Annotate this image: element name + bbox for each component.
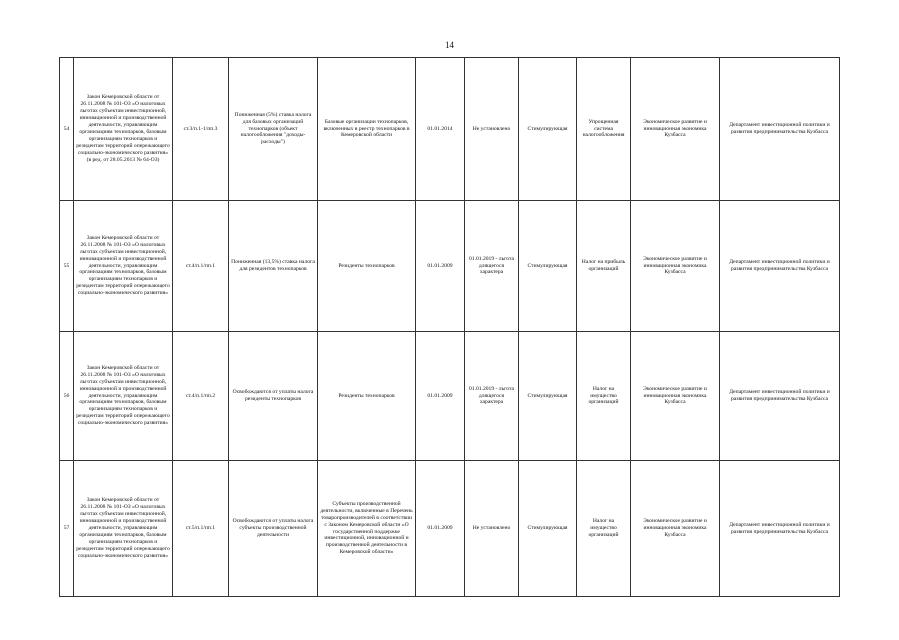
start-date-cell: 01.01.2009 — [416, 201, 465, 332]
curator-cell: Департамент инвестиционной политики и развития предпринимательства Кузбасса — [720, 58, 840, 201]
tax-type-cell: Упрощенная система налогообложения — [577, 58, 631, 201]
end-date-cell: Не установлено — [465, 461, 519, 597]
curator-cell: Департамент инвестиционной политики и развития предпринимательства Кузбасса — [720, 461, 840, 597]
recipients-cell: Резиденты технопарков — [318, 201, 416, 332]
legal-act-cell: Закон Кемеровской области от 26.11.2008 № 101-ОЗ «О налоговых льготах субъектам инвестиционной, инновационной и производственной деятельности, управляющим организациям технопарков, базовым организациям технопарков и резидентам территорий опережающего социально-экономического развития» — [74, 201, 173, 332]
legal-act-cell: Закон Кемеровской области от 26.11.2008 № 101-ОЗ «О налоговых льготах субъектам инвестиционной, инновационной и производственной деятельности, управляющим организациям технопарков, базовым организациям технопарков и резидентам территорий опережающего социально-экономического развития» — [74, 461, 173, 597]
table-row — [60, 58, 840, 201]
legal-act-cell: Закон Кемеровской области от 26.11.2008 № 101-ОЗ «О налоговых льготах субъектам инвестиционной, инновационной и производственной деятельности, управляющим организациям технопарков, базовым организациям технопарков и резидентам территорий опережающего социально-экономического развития» — [74, 332, 173, 461]
tax-type-cell: Налог на прибыль организаций — [577, 201, 631, 332]
page-number: 14 — [445, 40, 454, 50]
tax-type-cell: Налог на имущество организаций — [577, 461, 631, 597]
article-cell: ст.4/п.1/пп.1 — [173, 201, 229, 332]
row-number: 55 — [60, 201, 74, 332]
recipients-cell: Базовые организации технопарков, включенных в реестр технопарков в Кемеровской области — [318, 58, 416, 201]
end-date-cell: 01.01.2019 - льгота длящегося характера — [465, 332, 519, 461]
category-cell: Стимулирующая — [519, 201, 577, 332]
benefit-cell: Освобождаются от уплаты налога субъекты производственной деятельности — [229, 461, 318, 597]
article-cell: ст.4/п.1/пп.2 — [173, 332, 229, 461]
table-row — [60, 461, 840, 597]
row-number: 54 — [60, 58, 74, 201]
program-cell: Экономическое развитие и инновационная экономика Кузбасса — [631, 332, 720, 461]
row-number: 56 — [60, 332, 74, 461]
recipients-cell: Субъекты производственной деятельности, включенные в Перечень товаропроизводителей в соответствии с Законом Кемеровской области «О государственной поддержке инвестиционной, инновационной и производственной деятельности в Кемеровской области» — [318, 461, 416, 597]
program-cell: Экономическое развитие и инновационная экономика Кузбасса — [631, 58, 720, 201]
benefit-cell: Освобождаются от уплаты налога резиденты технопарков — [229, 332, 318, 461]
start-date-cell: 01.01.2009 — [416, 461, 465, 597]
article-cell: ст.5/п.1/пп.1 — [173, 461, 229, 597]
tax-benefits-table — [59, 57, 840, 597]
row-number: 57 — [60, 461, 74, 597]
category-cell: Стимулирующая — [519, 461, 577, 597]
start-date-cell: 01.01.2009 — [416, 332, 465, 461]
recipients-cell: Резиденты технопарков — [318, 332, 416, 461]
table-row — [60, 332, 840, 461]
article-cell: ст.3/п.1-1/пп.3 — [173, 58, 229, 201]
benefit-cell: Пониженная (5%) ставка налога для базовых организаций технопарков (объект налогообложения "доходы-расходы") — [229, 58, 318, 201]
table-row — [60, 201, 840, 332]
category-cell: Стимулирующая — [519, 332, 577, 461]
category-cell: Стимулирующая — [519, 58, 577, 201]
benefit-cell: Пониженная (13,5%) ставка налога для резидентов технопарков — [229, 201, 318, 332]
curator-cell: Департамент инвестиционной политики и развития предпринимательства Кузбасса — [720, 201, 840, 332]
start-date-cell: 01.01.2014 — [416, 58, 465, 201]
end-date-cell: Не установлено — [465, 58, 519, 201]
tax-type-cell: Налог на имущество организаций — [577, 332, 631, 461]
end-date-cell: 01.01.2019 - льгота длящегося характера — [465, 201, 519, 332]
curator-cell: Департамент инвестиционной политики и развития предпринимательства Кузбасса — [720, 332, 840, 461]
legal-act-cell: Закон Кемеровской области от 26.11.2008 № 101-ОЗ «О налоговых льготах субъектам инвестиционной, инновационной и производственной деятельности, управляющим организациям технопарков, базовым организациям технопарков и резидентам территорий опережающего социально-экономического развития» (в ред. от 28.05.2013 № 64-ОЗ) — [74, 58, 173, 201]
program-cell: Экономическое развитие и инновационная экономика Кузбасса — [631, 201, 720, 332]
program-cell: Экономическое развитие и инновационная экономика Кузбасса — [631, 461, 720, 597]
